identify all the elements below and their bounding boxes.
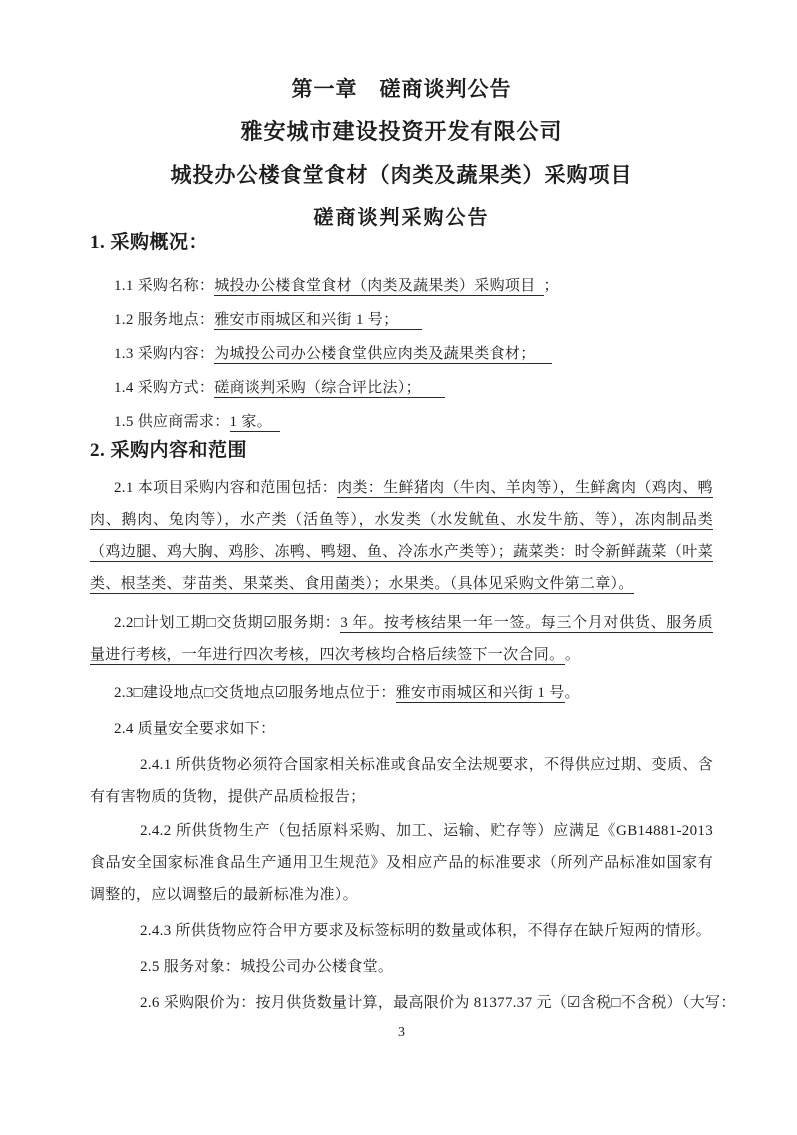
item-1-5-label: 1.5 供应商需求： xyxy=(114,414,230,430)
item-2-4-1: 2.4.1 所供货物必须符合国家相关标准或食品安全法规要求，不得供应过期、变质、含有有害物质的货物，提供产品质检报告； xyxy=(90,757,713,805)
item-1-4-value: 磋商谈判采购（综合评比法）； xyxy=(214,380,445,398)
item-1-1-label: 1.1 采购名称： xyxy=(114,278,215,294)
section-1-heading: 1. 采购概况： xyxy=(90,232,209,253)
chapter-title: 第一章 磋商谈判公告 xyxy=(291,77,512,101)
item-2-3 xyxy=(90,677,713,709)
item-1-5-value: 1 家。 xyxy=(230,414,280,432)
announcement-type-title: 磋商谈判采购公告 xyxy=(313,207,490,229)
item-2-4-2: 2.4.2 所供货物生产（包括原料采购、加工、运输、贮存等）应满足《GB14881-2013 食品安全国家标准食品生产通用卫生规范》及相应产品的标准要求（所列产品标准如国家有调整的，应以调整后的最新标准为准）。 xyxy=(90,823,713,903)
item-2-2 xyxy=(90,607,713,671)
item-1-4 xyxy=(90,371,713,405)
item-2-2-suffix: 。 xyxy=(564,647,581,663)
item-1-1-suffix: ； xyxy=(543,278,559,294)
item-2-3-label: 2.3□建设地点□交货地点☑服务地点位于： xyxy=(114,685,396,701)
item-1-1 xyxy=(90,269,713,303)
item-2-1-label: 2.1 本项目采购内容和范围包括： xyxy=(114,480,338,496)
item-2-1 xyxy=(90,472,713,600)
item-1-5 xyxy=(90,405,713,439)
item-1-4-label: 1.4 采购方式： xyxy=(114,380,215,396)
item-2-2-value: 3 年。按考核结果一年一签。每三个月对供货、服务质量进行考核，一年进行四次考核，四次考核均合格后续签下一次合同。 xyxy=(90,615,713,663)
item-1-1-value: 城投办公楼食堂食材（肉类及蔬果类）采购项目 xyxy=(214,278,543,296)
item-1-2 xyxy=(90,303,713,337)
project-title: 城投办公楼食堂食材（肉类及蔬果类）采购项目 xyxy=(170,163,633,187)
item-2-3-value: 雅安市雨城区和兴街 1 号 xyxy=(395,685,565,701)
item-2-1-value: 肉类：生鲜猪肉（牛肉、羊肉等），生鲜禽肉（鸡肉、鸭肉、鹅肉、兔肉等），水产类（活鱼等），水发类（水发鱿鱼、水发牛筋、等），冻肉制品类（鸡边腿、鸡大胸、鸡胗、冻鸭、鸭翅、鱼、冷冻水产类等）；蔬菜类：时令新鲜蔬菜（叶菜类、根茎类、芽苗类、果菜类、食用菌类）；水果类。（具体见采购文件第二章）。 xyxy=(90,480,713,592)
item-1-2-value: 雅安市雨城区和兴街 1 号； xyxy=(214,312,422,330)
item-2-3-suffix: 。 xyxy=(564,685,580,701)
item-2-4-3: 2.4.3 所供货物应符合甲方要求及标签标明的数量或体积，不得存在缺斤短两的情形。 xyxy=(140,923,712,939)
item-2-6: 2.6 采购限价为：按月供货数量计算，最高限价为 81377.37 元（☑含税□不含税）（大写： xyxy=(140,995,736,1011)
item-1-3-value: 为城投公司办公楼食堂供应肉类及蔬果类食材； xyxy=(214,346,551,364)
company-name: 雅安城市建设投资开发有限公司 xyxy=(240,119,563,144)
item-2-5: 2.5 服务对象：城投公司办公楼食堂。 xyxy=(140,959,394,975)
item-1-3-label: 1.3 采购内容： xyxy=(114,346,215,362)
item-1-3 xyxy=(90,337,713,371)
item-2-4: 2.4 质量安全要求如下： xyxy=(114,721,276,737)
item-1-2-label: 1.2 服务地点： xyxy=(114,312,215,328)
section-2-heading: 2. 采购内容和范围 xyxy=(90,440,248,461)
item-2-2-label: 2.2□计划工期□交货期☑服务期： xyxy=(114,615,341,631)
title-block xyxy=(90,76,713,231)
page-number: 3 xyxy=(398,1025,405,1040)
